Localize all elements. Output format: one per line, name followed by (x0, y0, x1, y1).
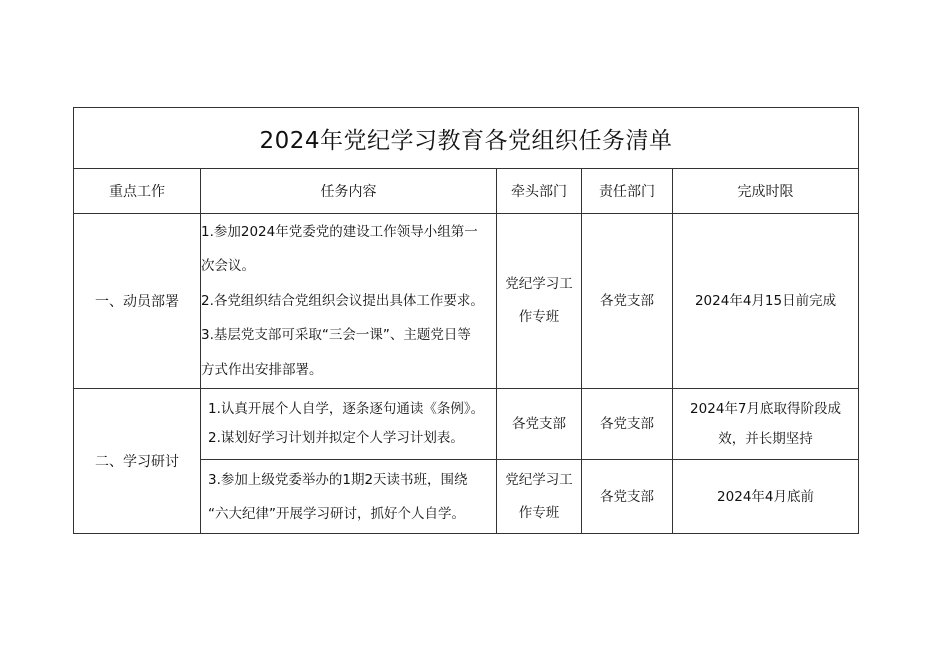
lead-dept-line: 党纪学习工 (505, 471, 573, 488)
task-content-cell (201, 214, 497, 389)
lead-dept-cell (497, 214, 582, 389)
lead-dept-line: 作专班 (518, 504, 560, 521)
responsible-dept-cell: 各党支部 (582, 389, 673, 460)
deadline-line: 效，并长期坚持 (718, 431, 813, 447)
header-responsible-dept: 责任部门 (582, 169, 673, 214)
content-line: 2.谋划好学习计划并拟定个人学习计划表。 (208, 430, 464, 446)
task-list-table (73, 107, 859, 534)
lead-dept-line: 作专班 (518, 309, 560, 325)
content-line: 3.参加上级党委举办的1期2天读书班，围绕 (208, 471, 468, 488)
responsible-dept-cell: 各党支部 (582, 460, 673, 534)
lead-dept-cell: 各党支部 (497, 389, 582, 460)
document-title: 2024年党纪学习教育各党组织任务清单 (74, 108, 859, 169)
category-cell: 二、学习研讨 (74, 389, 201, 534)
content-line: 次会议。 (201, 258, 255, 275)
lead-dept-cell (497, 460, 582, 534)
content-line: 1.认真开展个人自学，逐条逐句通读《条例》。 (208, 401, 485, 417)
task-content-cell (201, 389, 497, 460)
table-row (74, 389, 859, 460)
responsible-dept-cell: 各党支部 (582, 214, 673, 389)
deadline-line: 2024年7月底取得阶段成 (690, 401, 841, 417)
task-content-cell (201, 460, 497, 534)
category-cell: 一、动员部署 (74, 214, 201, 389)
header-task-content: 任务内容 (201, 169, 497, 214)
lead-dept-line: 党纪学习工 (505, 276, 573, 292)
content-line: 1.参加2024年党委党的建设工作领导小组第一 (201, 223, 478, 240)
header-deadline: 完成时限 (673, 169, 859, 214)
deadline-cell: 2024年4月底前 (673, 460, 859, 534)
header-key-work: 重点工作 (74, 169, 201, 214)
content-line: 2.各党组织结合党组织会议提出具体工作要求。 (201, 292, 484, 309)
table-row (74, 214, 859, 389)
deadline-cell (673, 389, 859, 460)
deadline-cell: 2024年4月15日前完成 (673, 214, 859, 389)
content-line: “六大纪律”开展学习研讨，抓好个人自学。 (208, 505, 465, 522)
content-line: 方式作出安排部署。 (201, 361, 323, 378)
content-line: 3.基层党支部可采取“三会一课”、主题党日等 (201, 327, 471, 344)
header-row (74, 169, 859, 214)
header-lead-dept: 牵头部门 (497, 169, 582, 214)
